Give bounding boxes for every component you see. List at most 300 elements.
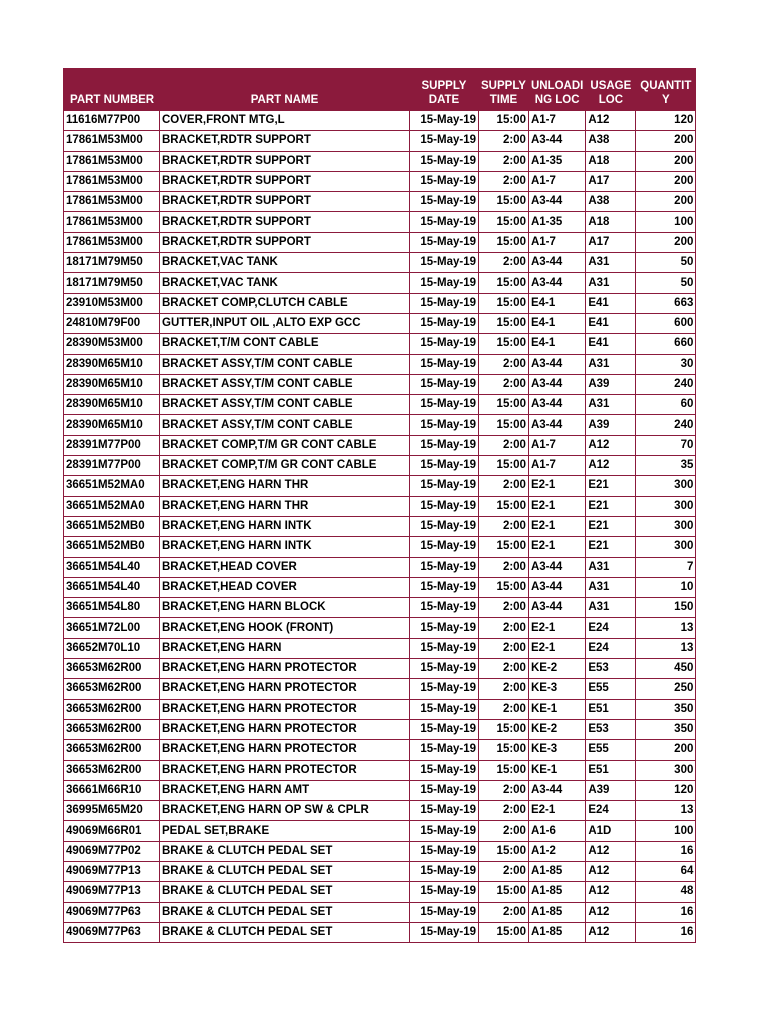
cell-supply-date: 15-May-19	[410, 618, 479, 638]
cell-unloading-loc: A3-44	[528, 192, 585, 212]
cell-supply-date: 15-May-19	[410, 801, 479, 821]
cell-part-number: 36653M62R00	[64, 699, 160, 719]
cell-supply-date: 15-May-19	[410, 496, 479, 516]
cell-quantity: 200	[636, 131, 696, 151]
cell-unloading-loc: A1-2	[528, 841, 585, 861]
table-row	[64, 659, 696, 679]
cell-usage-loc: A39	[586, 780, 636, 800]
cell-part-name: GUTTER,INPUT OIL ,ALTO EXP GCC	[160, 313, 410, 333]
cell-unloading-loc: A3-44	[528, 598, 585, 618]
table-row	[64, 821, 696, 841]
cell-supply-time: 15:00	[479, 415, 529, 435]
cell-part-number: 11616M77P00	[64, 111, 160, 131]
cell-usage-loc: A12	[586, 111, 636, 131]
cell-supply-date: 15-May-19	[410, 354, 479, 374]
cell-unloading-loc: KE-1	[528, 760, 585, 780]
cell-part-name: BRAKE & CLUTCH PEDAL SET	[160, 902, 410, 922]
cell-part-name: BRACKET,ENG HARN OP SW & CPLR	[160, 801, 410, 821]
table-row	[64, 171, 696, 191]
cell-part-number: 36651M54L40	[64, 577, 160, 597]
cell-quantity: 240	[636, 415, 696, 435]
cell-part-number: 36651M52MA0	[64, 476, 160, 496]
cell-part-name: BRACKET,HEAD COVER	[160, 557, 410, 577]
cell-unloading-loc: A3-44	[528, 273, 585, 293]
cell-supply-date: 15-May-19	[410, 151, 479, 171]
cell-unloading-loc: A1-85	[528, 902, 585, 922]
cell-supply-date: 15-May-19	[410, 821, 479, 841]
cell-part-name: BRACKET,ENG HARN INTK	[160, 516, 410, 536]
cell-unloading-loc: E2-1	[528, 496, 585, 516]
cell-unloading-loc: A1-7	[528, 435, 585, 455]
cell-usage-loc: A38	[586, 131, 636, 151]
header-supply-time: SUPPLY TIME	[479, 69, 529, 111]
cell-usage-loc: A31	[586, 577, 636, 597]
cell-usage-loc: E51	[586, 760, 636, 780]
cell-supply-time: 2:00	[479, 131, 529, 151]
header-part-name: PART NAME	[160, 69, 410, 111]
cell-part-number: 49069M77P63	[64, 922, 160, 942]
cell-usage-loc: A12	[586, 456, 636, 476]
cell-supply-date: 15-May-19	[410, 131, 479, 151]
cell-unloading-loc: A1-85	[528, 922, 585, 942]
cell-supply-date: 15-May-19	[410, 313, 479, 333]
cell-usage-loc: E24	[586, 801, 636, 821]
cell-part-number: 36651M52MB0	[64, 516, 160, 536]
cell-part-number: 49069M77P13	[64, 882, 160, 902]
table-row	[64, 293, 696, 313]
cell-part-name: BRACKET,RDTR SUPPORT	[160, 131, 410, 151]
cell-supply-date: 15-May-19	[410, 577, 479, 597]
cell-part-number: 17861M53M00	[64, 171, 160, 191]
cell-part-number: 36651M54L80	[64, 598, 160, 618]
cell-supply-date: 15-May-19	[410, 699, 479, 719]
cell-supply-time: 2:00	[479, 151, 529, 171]
cell-quantity: 350	[636, 699, 696, 719]
cell-unloading-loc: A1-7	[528, 232, 585, 252]
cell-quantity: 600	[636, 313, 696, 333]
cell-quantity: 50	[636, 273, 696, 293]
cell-part-number: 28391M77P00	[64, 435, 160, 455]
cell-usage-loc: E41	[586, 313, 636, 333]
cell-usage-loc: A31	[586, 354, 636, 374]
cell-unloading-loc: A3-44	[528, 557, 585, 577]
cell-unloading-loc: E4-1	[528, 334, 585, 354]
cell-quantity: 350	[636, 719, 696, 739]
cell-supply-time: 2:00	[479, 618, 529, 638]
cell-quantity: 16	[636, 902, 696, 922]
cell-supply-date: 15-May-19	[410, 192, 479, 212]
cell-part-name: BRACKET,HEAD COVER	[160, 577, 410, 597]
cell-part-name: BRACKET,ENG HARN BLOCK	[160, 598, 410, 618]
table-row	[64, 435, 696, 455]
cell-unloading-loc: KE-2	[528, 659, 585, 679]
cell-quantity: 100	[636, 821, 696, 841]
cell-supply-date: 15-May-19	[410, 435, 479, 455]
cell-usage-loc: E21	[586, 516, 636, 536]
cell-supply-time: 2:00	[479, 171, 529, 191]
cell-usage-loc: A18	[586, 212, 636, 232]
cell-supply-time: 15:00	[479, 577, 529, 597]
cell-part-number: 49069M77P02	[64, 841, 160, 861]
cell-part-number: 36652M70L10	[64, 638, 160, 658]
cell-part-name: PEDAL SET,BRAKE	[160, 821, 410, 841]
cell-part-name: BRACKET,RDTR SUPPORT	[160, 212, 410, 232]
table-row	[64, 740, 696, 760]
cell-unloading-loc: A1-35	[528, 212, 585, 232]
cell-part-name: BRACKET,ENG HARN AMT	[160, 780, 410, 800]
cell-quantity: 13	[636, 638, 696, 658]
cell-part-number: 36651M52MA0	[64, 496, 160, 516]
cell-supply-date: 15-May-19	[410, 537, 479, 557]
cell-supply-date: 15-May-19	[410, 476, 479, 496]
cell-quantity: 120	[636, 780, 696, 800]
table-row	[64, 537, 696, 557]
cell-supply-date: 15-May-19	[410, 780, 479, 800]
header-unloading-loc: UNLOADI NG LOC	[528, 69, 585, 111]
cell-supply-time: 15:00	[479, 760, 529, 780]
cell-usage-loc: A18	[586, 151, 636, 171]
cell-supply-time: 2:00	[479, 801, 529, 821]
cell-unloading-loc: A3-44	[528, 577, 585, 597]
cell-quantity: 200	[636, 232, 696, 252]
cell-part-number: 28390M65M10	[64, 354, 160, 374]
table-row	[64, 395, 696, 415]
cell-supply-date: 15-May-19	[410, 557, 479, 577]
cell-unloading-loc: A3-44	[528, 253, 585, 273]
table-row	[64, 273, 696, 293]
cell-usage-loc: A12	[586, 841, 636, 861]
table-row	[64, 232, 696, 252]
table-row	[64, 577, 696, 597]
cell-part-number: 36653M62R00	[64, 659, 160, 679]
cell-part-name: BRACKET ASSY,T/M CONT CABLE	[160, 354, 410, 374]
table-row	[64, 922, 696, 942]
table-row	[64, 699, 696, 719]
cell-part-name: BRAKE & CLUTCH PEDAL SET	[160, 841, 410, 861]
cell-part-name: BRACKET,RDTR SUPPORT	[160, 192, 410, 212]
cell-quantity: 200	[636, 740, 696, 760]
cell-part-number: 49069M77P13	[64, 861, 160, 881]
table-row	[64, 679, 696, 699]
cell-part-name: BRACKET,VAC TANK	[160, 273, 410, 293]
cell-part-name: BRACKET COMP,T/M GR CONT CABLE	[160, 435, 410, 455]
cell-part-name: BRACKET,RDTR SUPPORT	[160, 171, 410, 191]
table-row	[64, 131, 696, 151]
cell-supply-date: 15-May-19	[410, 334, 479, 354]
cell-quantity: 240	[636, 374, 696, 394]
cell-supply-time: 2:00	[479, 435, 529, 455]
cell-supply-time: 2:00	[479, 780, 529, 800]
cell-usage-loc: E21	[586, 476, 636, 496]
table-row	[64, 516, 696, 536]
table-row	[64, 780, 696, 800]
cell-unloading-loc: A1-85	[528, 882, 585, 902]
cell-supply-time: 2:00	[479, 679, 529, 699]
cell-usage-loc: E41	[586, 293, 636, 313]
cell-supply-date: 15-May-19	[410, 598, 479, 618]
cell-supply-date: 15-May-19	[410, 293, 479, 313]
cell-supply-date: 15-May-19	[410, 395, 479, 415]
cell-usage-loc: A39	[586, 374, 636, 394]
cell-part-name: BRACKET COMP,CLUTCH CABLE	[160, 293, 410, 313]
cell-supply-date: 15-May-19	[410, 171, 479, 191]
cell-part-name: BRACKET,ENG HARN THR	[160, 496, 410, 516]
cell-supply-time: 15:00	[479, 313, 529, 333]
cell-part-number: 36651M72L00	[64, 618, 160, 638]
cell-part-number: 28391M77P00	[64, 456, 160, 476]
cell-supply-date: 15-May-19	[410, 456, 479, 476]
cell-part-name: BRACKET ASSY,T/M CONT CABLE	[160, 415, 410, 435]
cell-supply-time: 2:00	[479, 374, 529, 394]
cell-part-number: 23910M53M00	[64, 293, 160, 313]
cell-part-number: 28390M65M10	[64, 415, 160, 435]
cell-supply-time: 15:00	[479, 273, 529, 293]
cell-part-number: 28390M65M10	[64, 395, 160, 415]
cell-supply-date: 15-May-19	[410, 861, 479, 881]
cell-supply-date: 15-May-19	[410, 253, 479, 273]
cell-quantity: 70	[636, 435, 696, 455]
cell-usage-loc: A31	[586, 395, 636, 415]
table-row	[64, 313, 696, 333]
cell-part-name: BRACKET,ENG HARN PROTECTOR	[160, 760, 410, 780]
table-row	[64, 415, 696, 435]
cell-supply-date: 15-May-19	[410, 232, 479, 252]
table-row	[64, 374, 696, 394]
cell-part-number: 28390M53M00	[64, 334, 160, 354]
cell-supply-time: 15:00	[479, 192, 529, 212]
cell-part-name: BRACKET,VAC TANK	[160, 253, 410, 273]
cell-unloading-loc: A1-85	[528, 861, 585, 881]
table-row	[64, 151, 696, 171]
cell-quantity: 13	[636, 801, 696, 821]
cell-supply-time: 15:00	[479, 719, 529, 739]
cell-supply-date: 15-May-19	[410, 111, 479, 131]
cell-usage-loc: A12	[586, 435, 636, 455]
cell-part-number: 36651M52MB0	[64, 537, 160, 557]
cell-unloading-loc: A3-44	[528, 395, 585, 415]
cell-quantity: 10	[636, 577, 696, 597]
cell-quantity: 250	[636, 679, 696, 699]
cell-usage-loc: A12	[586, 861, 636, 881]
cell-part-number: 17861M53M00	[64, 212, 160, 232]
cell-part-number: 17861M53M00	[64, 151, 160, 171]
cell-usage-loc: E55	[586, 740, 636, 760]
cell-quantity: 300	[636, 476, 696, 496]
cell-supply-time: 2:00	[479, 861, 529, 881]
cell-part-name: BRACKET,ENG HARN PROTECTOR	[160, 679, 410, 699]
cell-supply-time: 2:00	[479, 253, 529, 273]
cell-quantity: 200	[636, 151, 696, 171]
cell-supply-date: 15-May-19	[410, 212, 479, 232]
cell-supply-date: 15-May-19	[410, 659, 479, 679]
header-quantity: QUANTIT Y	[636, 69, 696, 111]
cell-usage-loc: E53	[586, 659, 636, 679]
cell-part-number: 49069M77P63	[64, 902, 160, 922]
cell-quantity: 64	[636, 861, 696, 881]
cell-unloading-loc: A1-6	[528, 821, 585, 841]
cell-quantity: 200	[636, 171, 696, 191]
cell-part-name: BRACKET ASSY,T/M CONT CABLE	[160, 374, 410, 394]
cell-part-name: BRACKET,ENG HARN	[160, 638, 410, 658]
table-row	[64, 801, 696, 821]
table-row	[64, 861, 696, 881]
cell-part-number: 36651M54L40	[64, 557, 160, 577]
cell-part-name: BRACKET ASSY,T/M CONT CABLE	[160, 395, 410, 415]
cell-unloading-loc: E2-1	[528, 476, 585, 496]
cell-part-name: BRAKE & CLUTCH PEDAL SET	[160, 922, 410, 942]
cell-part-number: 36653M62R00	[64, 719, 160, 739]
cell-part-name: BRACKET COMP,T/M GR CONT CABLE	[160, 456, 410, 476]
cell-quantity: 663	[636, 293, 696, 313]
table-row	[64, 719, 696, 739]
cell-part-number: 18171M79M50	[64, 253, 160, 273]
cell-part-name: BRAKE & CLUTCH PEDAL SET	[160, 882, 410, 902]
cell-part-name: BRACKET,RDTR SUPPORT	[160, 151, 410, 171]
cell-supply-time: 2:00	[479, 516, 529, 536]
cell-supply-time: 15:00	[479, 111, 529, 131]
cell-unloading-loc: KE-3	[528, 740, 585, 760]
cell-usage-loc: E41	[586, 334, 636, 354]
cell-supply-time: 15:00	[479, 841, 529, 861]
cell-usage-loc: A39	[586, 415, 636, 435]
cell-supply-time: 15:00	[479, 456, 529, 476]
table-row	[64, 760, 696, 780]
cell-quantity: 35	[636, 456, 696, 476]
cell-unloading-loc: A3-44	[528, 374, 585, 394]
cell-supply-time: 2:00	[479, 638, 529, 658]
cell-unloading-loc: KE-2	[528, 719, 585, 739]
table-row	[64, 212, 696, 232]
cell-supply-time: 2:00	[479, 902, 529, 922]
cell-part-name: BRACKET,ENG HARN PROTECTOR	[160, 719, 410, 739]
cell-supply-time: 2:00	[479, 598, 529, 618]
cell-usage-loc: E21	[586, 496, 636, 516]
cell-usage-loc: A17	[586, 171, 636, 191]
cell-part-number: 17861M53M00	[64, 192, 160, 212]
cell-quantity: 120	[636, 111, 696, 131]
cell-usage-loc: A12	[586, 902, 636, 922]
cell-part-number: 36661M66R10	[64, 780, 160, 800]
cell-supply-time: 2:00	[479, 821, 529, 841]
cell-supply-time: 15:00	[479, 232, 529, 252]
table-row	[64, 334, 696, 354]
cell-quantity: 150	[636, 598, 696, 618]
cell-supply-date: 15-May-19	[410, 374, 479, 394]
parts-supply-table	[63, 68, 696, 943]
cell-part-name: BRACKET,ENG HARN PROTECTOR	[160, 659, 410, 679]
table-row	[64, 192, 696, 212]
table-row	[64, 618, 696, 638]
cell-supply-time: 15:00	[479, 212, 529, 232]
cell-usage-loc: A12	[586, 882, 636, 902]
table-body	[64, 111, 696, 943]
cell-quantity: 48	[636, 882, 696, 902]
cell-unloading-loc: E4-1	[528, 293, 585, 313]
cell-part-number: 24810M79F00	[64, 313, 160, 333]
cell-supply-date: 15-May-19	[410, 902, 479, 922]
cell-part-number: 28390M65M10	[64, 374, 160, 394]
cell-supply-time: 15:00	[479, 496, 529, 516]
cell-part-number: 18171M79M50	[64, 273, 160, 293]
table-row	[64, 111, 696, 131]
cell-usage-loc: A31	[586, 598, 636, 618]
cell-supply-time: 15:00	[479, 922, 529, 942]
cell-quantity: 7	[636, 557, 696, 577]
cell-quantity: 450	[636, 659, 696, 679]
parts-supply-sheet	[63, 68, 696, 943]
cell-unloading-loc: KE-1	[528, 699, 585, 719]
header-usage-loc: USAGE LOC	[586, 69, 636, 111]
cell-supply-time: 15:00	[479, 334, 529, 354]
cell-unloading-loc: E2-1	[528, 537, 585, 557]
cell-part-name: BRACKET,ENG HARN PROTECTOR	[160, 699, 410, 719]
cell-part-name: BRACKET,ENG HARN INTK	[160, 537, 410, 557]
cell-unloading-loc: A1-35	[528, 151, 585, 171]
cell-quantity: 300	[636, 760, 696, 780]
cell-part-number: 49069M66R01	[64, 821, 160, 841]
cell-part-name: BRACKET,RDTR SUPPORT	[160, 232, 410, 252]
cell-quantity: 300	[636, 496, 696, 516]
cell-part-number: 17861M53M00	[64, 131, 160, 151]
cell-usage-loc: A17	[586, 232, 636, 252]
cell-part-number: 36995M65M20	[64, 801, 160, 821]
cell-supply-date: 15-May-19	[410, 740, 479, 760]
cell-part-name: BRACKET,ENG HARN PROTECTOR	[160, 740, 410, 760]
cell-unloading-loc: E2-1	[528, 618, 585, 638]
cell-supply-time: 2:00	[479, 354, 529, 374]
table-row	[64, 476, 696, 496]
cell-quantity: 50	[636, 253, 696, 273]
cell-unloading-loc: KE-3	[528, 679, 585, 699]
cell-supply-time: 15:00	[479, 537, 529, 557]
cell-part-number: 36653M62R00	[64, 760, 160, 780]
cell-usage-loc: E51	[586, 699, 636, 719]
table-row	[64, 456, 696, 476]
cell-unloading-loc: A1-7	[528, 456, 585, 476]
cell-quantity: 30	[636, 354, 696, 374]
cell-supply-date: 15-May-19	[410, 415, 479, 435]
cell-usage-loc: A1D	[586, 821, 636, 841]
cell-supply-date: 15-May-19	[410, 516, 479, 536]
table-row	[64, 557, 696, 577]
cell-quantity: 100	[636, 212, 696, 232]
cell-unloading-loc: A3-44	[528, 415, 585, 435]
cell-part-number: 36653M62R00	[64, 679, 160, 699]
cell-usage-loc: E24	[586, 618, 636, 638]
cell-usage-loc: E53	[586, 719, 636, 739]
cell-supply-date: 15-May-19	[410, 841, 479, 861]
cell-usage-loc: E55	[586, 679, 636, 699]
cell-supply-time: 15:00	[479, 395, 529, 415]
cell-part-name: BRACKET,ENG HARN THR	[160, 476, 410, 496]
cell-usage-loc: A38	[586, 192, 636, 212]
cell-supply-time: 2:00	[479, 476, 529, 496]
cell-quantity: 300	[636, 537, 696, 557]
cell-supply-date: 15-May-19	[410, 922, 479, 942]
cell-supply-date: 15-May-19	[410, 719, 479, 739]
cell-supply-time: 2:00	[479, 699, 529, 719]
cell-usage-loc: A31	[586, 557, 636, 577]
cell-unloading-loc: A3-44	[528, 780, 585, 800]
cell-quantity: 200	[636, 192, 696, 212]
cell-unloading-loc: E4-1	[528, 313, 585, 333]
cell-quantity: 16	[636, 841, 696, 861]
cell-supply-time: 2:00	[479, 557, 529, 577]
cell-supply-time: 15:00	[479, 293, 529, 313]
cell-unloading-loc: A1-7	[528, 111, 585, 131]
table-row	[64, 354, 696, 374]
cell-supply-date: 15-May-19	[410, 638, 479, 658]
